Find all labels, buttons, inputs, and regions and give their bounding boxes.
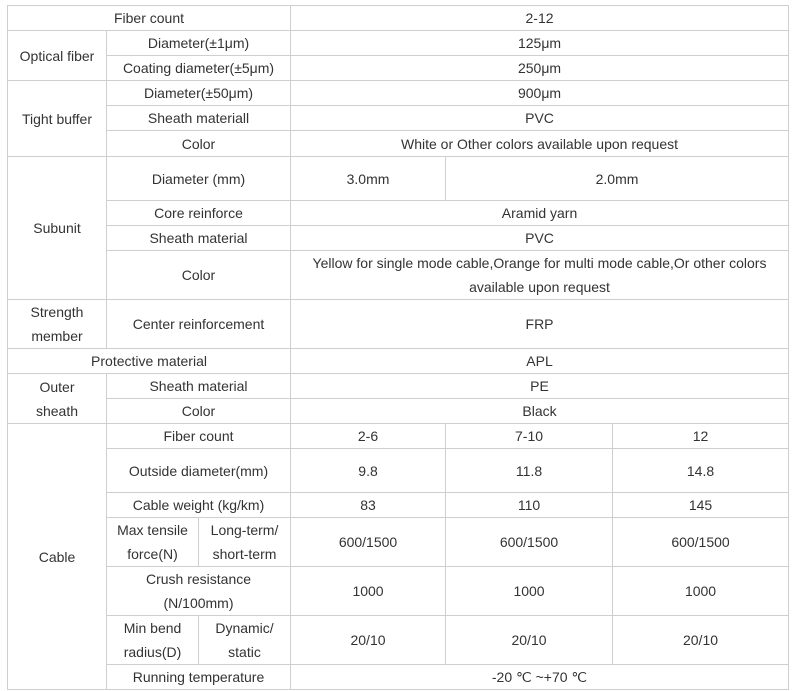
outer-sheath-material-value: PE: [291, 374, 789, 399]
outside-diameter-label: Outside diameter(mm): [107, 449, 291, 493]
table-row: [8, 300, 789, 349]
crush-value-2: 1000: [446, 567, 613, 616]
bend-radius-label: Min bend radius(D): [107, 616, 199, 665]
bend-value-2: 20/10: [446, 616, 613, 665]
tensile-force-label: Max tensile force(N): [107, 518, 199, 567]
table-row: [8, 131, 789, 157]
cable-weight-value-2: 110: [446, 493, 613, 518]
core-reinforce-label: Core reinforce: [107, 201, 291, 226]
crush-value-1: 1000: [291, 567, 446, 616]
table-row: [8, 493, 789, 518]
table-row: [8, 374, 789, 399]
tensile-value-2: 600/1500: [446, 518, 613, 567]
table-row: [8, 201, 789, 226]
table-row: [8, 449, 789, 493]
protective-material-label: Protective material: [8, 349, 291, 374]
table-row: [8, 399, 789, 424]
subunit-sheath-label: Sheath material: [107, 226, 291, 251]
buffer-diameter-value: 900μm: [291, 81, 789, 106]
table-row: [8, 81, 789, 106]
center-reinforcement-label: Center reinforcement: [107, 300, 291, 349]
fiber-diameter-value: 125μm: [291, 31, 789, 56]
cable-fiber-count-value-1: 2-6: [291, 424, 446, 449]
table-row: [8, 157, 789, 201]
table-row: [8, 567, 789, 616]
table-row: [8, 56, 789, 81]
subunit-diameter-label: Diameter (mm): [107, 157, 291, 201]
table-row: [8, 665, 789, 690]
buffer-sheath-value: PVC: [291, 106, 789, 131]
tensile-value-3: 600/1500: [613, 518, 789, 567]
buffer-sheath-label: Sheath materiall: [107, 106, 291, 131]
table-row: [8, 424, 789, 449]
tight-buffer-label: Tight buffer: [8, 81, 107, 157]
subunit-diameter-value-a: 3.0mm: [291, 157, 446, 201]
table-row: [8, 518, 789, 567]
subunit-sheath-value: PVC: [291, 226, 789, 251]
buffer-diameter-label: Diameter(±50μm): [107, 81, 291, 106]
bend-value-3: 20/10: [613, 616, 789, 665]
cable-weight-value-3: 145: [613, 493, 789, 518]
cable-fiber-count-value-3: 12: [613, 424, 789, 449]
table-row: [8, 6, 789, 31]
table-row: [8, 106, 789, 131]
strength-member-label: Strength member: [8, 300, 107, 349]
outside-diameter-value-1: 9.8: [291, 449, 446, 493]
fiber-count-label: Fiber count: [8, 6, 291, 31]
subunit-diameter-value-b: 2.0mm: [446, 157, 789, 201]
buffer-color-value: White or Other colors available upon request: [291, 131, 789, 157]
table-row: [8, 31, 789, 56]
cable-weight-value-1: 83: [291, 493, 446, 518]
cable-fiber-count-label: Fiber count: [107, 424, 291, 449]
fiber-count-value: 2-12: [291, 6, 789, 31]
crush-value-3: 1000: [613, 567, 789, 616]
tensile-term-label: Long-term/ short-term: [199, 518, 291, 567]
cable-weight-label: Cable weight (kg/km): [107, 493, 291, 518]
table-row: [8, 226, 789, 251]
optical-fiber-label: Optical fiber: [8, 31, 107, 81]
cable-fiber-count-value-2: 7-10: [446, 424, 613, 449]
subunit-color-value: Yellow for single mode cable,Orange for multi mode cable,Or other colors available upon request: [291, 251, 789, 300]
subunit-label: Subunit: [8, 157, 107, 300]
coating-diameter-label: Coating diameter(±5μm): [107, 56, 291, 81]
fiber-diameter-label: Diameter(±1μm): [107, 31, 291, 56]
outer-sheath-color-value: Black: [291, 399, 789, 424]
buffer-color-label: Color: [107, 131, 291, 157]
tensile-value-1: 600/1500: [291, 518, 446, 567]
subunit-color-label: Color: [107, 251, 291, 300]
coating-diameter-value: 250μm: [291, 56, 789, 81]
outer-sheath-material-label: Sheath material: [107, 374, 291, 399]
cable-label: Cable: [8, 424, 107, 690]
outside-diameter-value-2: 11.8: [446, 449, 613, 493]
running-temperature-label: Running temperature: [107, 665, 291, 690]
crush-resistance-label: Crush resistance (N/100mm): [107, 567, 291, 616]
bend-value-1: 20/10: [291, 616, 446, 665]
strength-member-value: FRP: [291, 300, 789, 349]
core-reinforce-value: Aramid yarn: [291, 201, 789, 226]
outside-diameter-value-3: 14.8: [613, 449, 789, 493]
table-row: [8, 349, 789, 374]
table-row: [8, 251, 789, 300]
bend-type-label: Dynamic/ static: [199, 616, 291, 665]
running-temperature-value: -20 ℃ ~+70 ℃: [291, 665, 789, 690]
outer-sheath-color-label: Color: [107, 399, 291, 424]
table-row: [8, 616, 789, 665]
outer-sheath-label: Outer sheath: [8, 374, 107, 424]
protective-material-value: APL: [291, 349, 789, 374]
cable-spec-table: [7, 5, 789, 690]
